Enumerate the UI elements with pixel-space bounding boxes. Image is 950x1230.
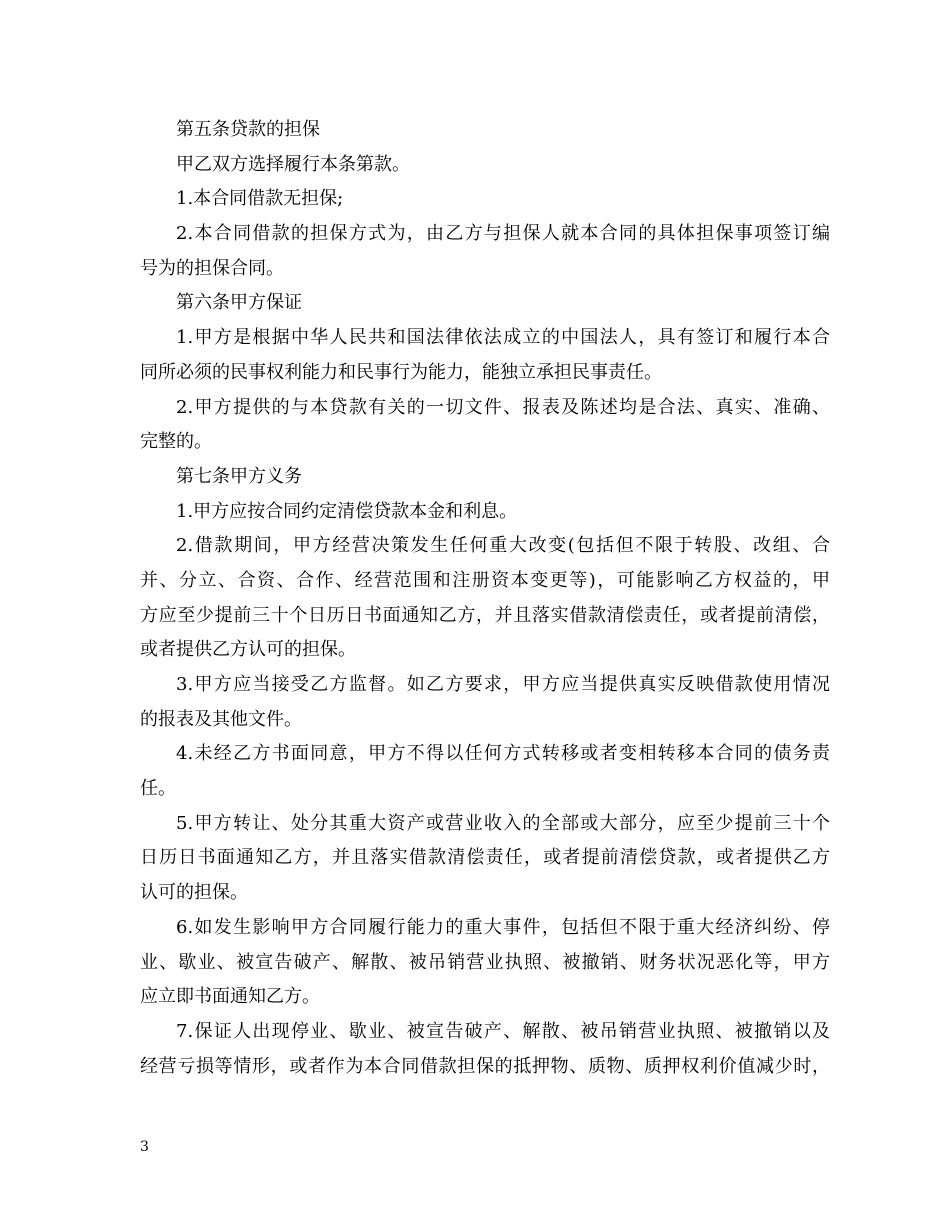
text-line: 完整的。: [140, 431, 212, 453]
text-line: 7.保证人出现停业、歇业、被宣告破产、解散、被吊销营业执照、被撤销以及: [176, 1020, 830, 1042]
text-line: 并、分立、合资、合作、经营范围和注册资本变更等)，可能影响乙方权益的，甲: [140, 569, 830, 591]
page-number: 3: [140, 1139, 149, 1155]
text-line: 第六条甲方保证: [176, 292, 302, 314]
text-line: 同所必须的民事权利能力和民事行为能力，能独立承担民事责任。: [140, 361, 662, 383]
text-line: 第五条贷款的担保: [176, 119, 320, 140]
text-line: 5.甲方转让、处分其重大资产或营业收入的全部或大部分，应至少提前三十个: [176, 812, 830, 834]
text-line: 1.甲方应按合同约定清偿贷款本金和利息。: [176, 500, 518, 522]
text-line: 业、歇业、被宣告破产、解散、被吊销营业执照、被撤销、财务状况恶化等，甲方: [140, 951, 830, 973]
text-line: 日历日书面通知乙方，并且落实借款清偿责任，或者提前清偿贷款，或者提供乙方: [140, 847, 830, 869]
document-body: [140, 113, 830, 1084]
text-line: 6.如发生影响甲方合同履行能力的重大事件，包括但不限于重大经济纠纷、停: [176, 916, 830, 938]
text-line: 第七条甲方义务: [176, 465, 302, 487]
text-line: 或者提供乙方认可的担保。: [140, 639, 356, 661]
text-line: 任。: [140, 778, 176, 800]
text-line: 应立即书面通知乙方。: [140, 986, 320, 1008]
text-line: 1.本合同借款无担保;: [176, 188, 344, 210]
text-line: 4.未经乙方书面同意，甲方不得以任何方式转移或者变相转移本合同的债务责: [176, 743, 830, 765]
text-line: 的报表及其他文件。: [140, 708, 302, 730]
text-line: 2.甲方提供的与本贷款有关的一切文件、报表及陈述均是合法、真实、准确、: [176, 396, 830, 418]
text-line: 甲乙双方选择履行本条第款。: [176, 153, 410, 175]
text-line: 1.甲方是根据中华人民共和国法律依法成立的中国法人，具有签订和履行本合: [176, 327, 830, 349]
text-line: 2.借款期间，甲方经营决策发生任何重大改变(包括但不限于转股、改组、合: [176, 535, 830, 557]
text-line: 号为的担保合同。: [140, 257, 284, 279]
text-line: 经营亏损等情形，或者作为本合同借款担保的抵押物、质物、质押权利价值减少时，: [140, 1055, 830, 1077]
text-line: 3.甲方应当接受乙方监督。如乙方要求，甲方应当提供真实反映借款使用情况: [176, 674, 830, 695]
text-line: 认可的担保。: [140, 882, 248, 904]
text-line: 方应至少提前三十个日历日书面通知乙方，并且落实借款清偿责任，或者提前清偿，: [140, 604, 830, 626]
text-line: 2.本合同借款的担保方式为，由乙方与担保人就本合同的具体担保事项签订编: [176, 223, 830, 245]
